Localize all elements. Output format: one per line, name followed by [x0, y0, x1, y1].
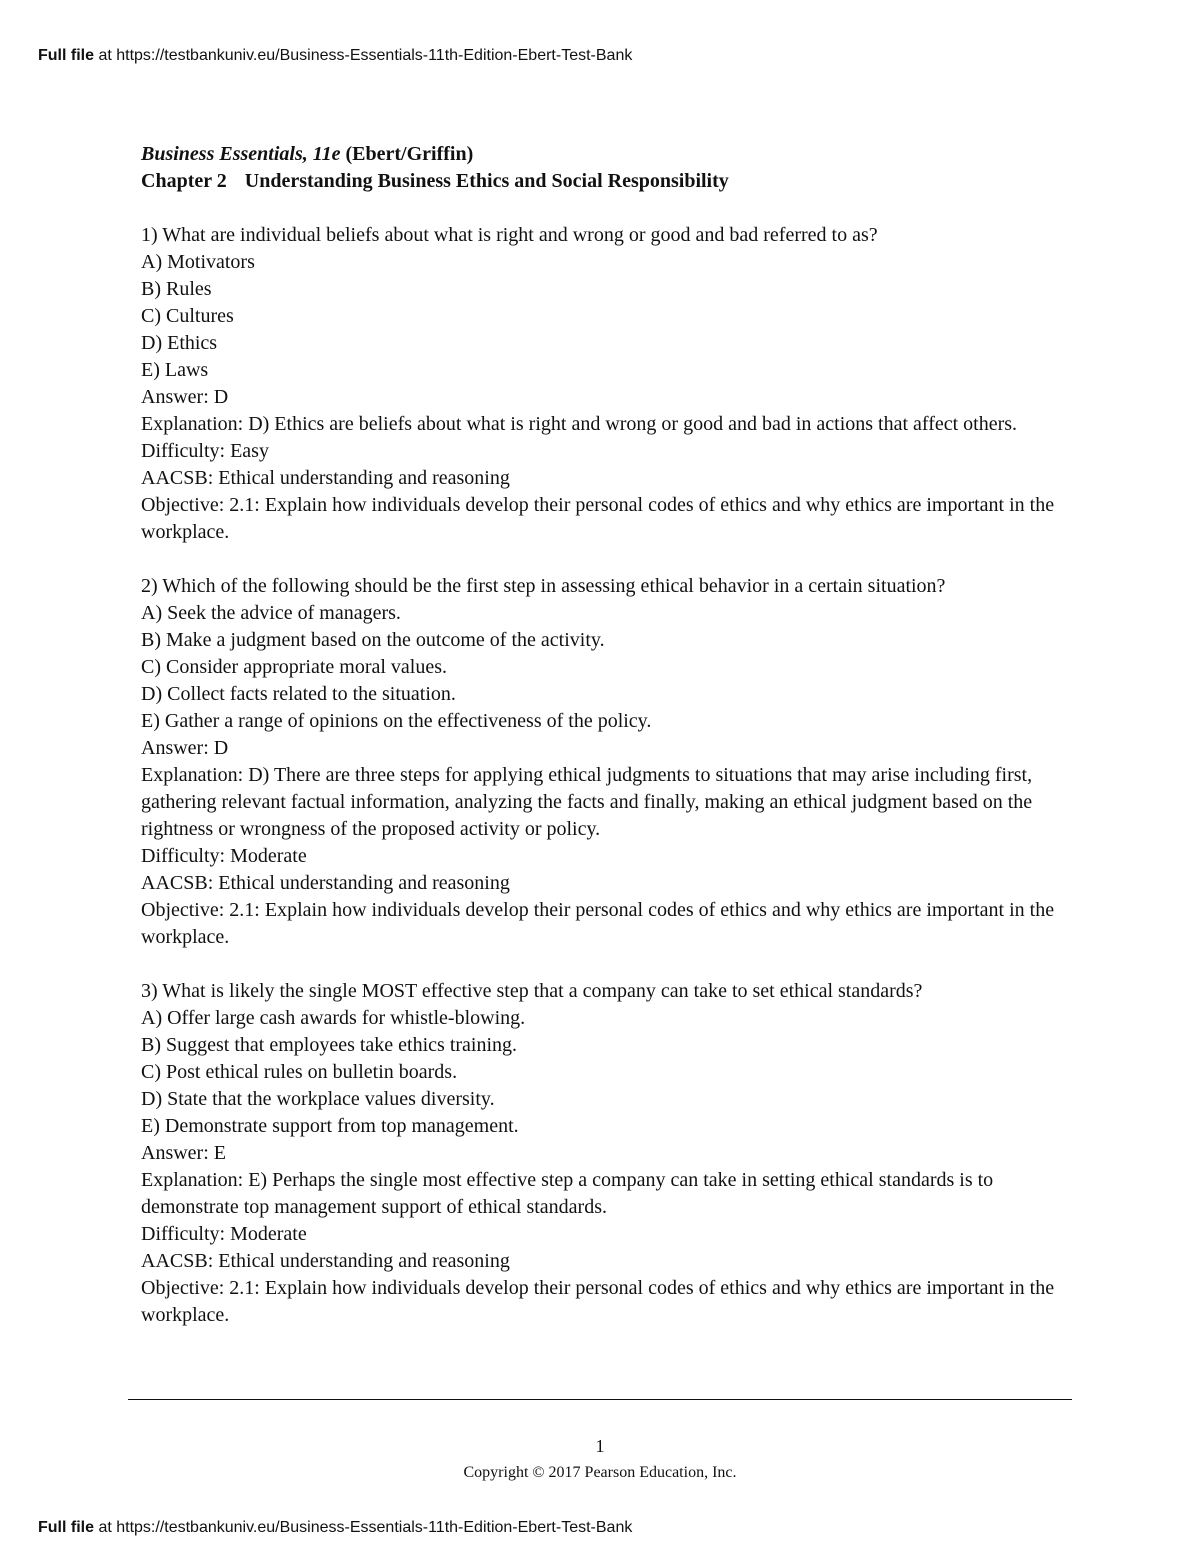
question-stem: 2) Which of the following should be the first step in assessing ethical behavior in a certain situation? — [141, 575, 946, 597]
book-authors: (Ebert/Griffin) — [340, 143, 474, 165]
answer-option: A) Seek the advice of managers. — [141, 602, 401, 624]
answer-key: Answer: D — [141, 386, 229, 408]
answer-option: D) State that the workplace values diversity. — [141, 1088, 495, 1110]
aacsb-tag: AACSB: Ethical understanding and reasoning — [141, 467, 510, 489]
banner-text: at https://testbankuniv.eu/Business-Essentials-11th-Edition-Ebert-Test-Bank — [94, 1519, 633, 1536]
aacsb-tag: AACSB: Ethical understanding and reasoning — [141, 1250, 510, 1272]
explanation: Explanation: D) There are three steps for applying ethical judgments to situations that may arise including first, gathering relevant factual information, analyzing the facts and finally, making an ethical judgment based on the rightness or wrongness of the proposed activity or policy. — [141, 764, 1033, 840]
banner-prefix: Full file — [38, 1519, 94, 1536]
chapter-number: Chapter 2 — [141, 170, 227, 192]
objective: Objective: 2.1: Explain how individuals develop their personal codes of ethics and why ethics are important in the workplace. — [141, 1277, 1055, 1326]
question-stem: 3) What is likely the single MOST effective step that a company can take to set ethical standards? — [141, 980, 923, 1002]
banner-prefix: Full file — [38, 47, 94, 64]
banner-text: at https://testbankuniv.eu/Business-Essentials-11th-Edition-Ebert-Test-Bank — [94, 47, 633, 64]
objective: Objective: 2.1: Explain how individuals develop their personal codes of ethics and why ethics are important in the workplace. — [141, 899, 1055, 948]
answer-option: C) Consider appropriate moral values. — [141, 656, 448, 678]
answer-key: Answer: E — [141, 1142, 226, 1164]
answer-option: B) Make a judgment based on the outcome of the activity. — [141, 629, 605, 651]
explanation: Explanation: E) Perhaps the single most effective step a company can take in setting ethical standards is to demonstrate top management support of ethical standards. — [141, 1169, 994, 1218]
question-stem: 1) What are individual beliefs about what is right and wrong or good and bad referred to as? — [141, 224, 878, 246]
aacsb-tag: AACSB: Ethical understanding and reasoning — [141, 872, 510, 894]
download-banner-bottom — [38, 1518, 632, 1538]
chapter-heading — [141, 168, 1071, 195]
answer-option: C) Cultures — [141, 305, 234, 327]
objective: Objective: 2.1: Explain how individuals develop their personal codes of ethics and why ethics are important in the workplace. — [141, 494, 1055, 543]
difficulty: Difficulty: Easy — [141, 440, 269, 462]
book-title-line — [141, 141, 1071, 168]
answer-option: E) Laws — [141, 359, 209, 381]
chapter-title: Understanding Business Ethics and Social Responsibility — [244, 170, 729, 192]
answer-option: D) Ethics — [141, 332, 218, 354]
answer-option: E) Gather a range of opinions on the effectiveness of the policy. — [141, 710, 652, 732]
book-title: Business Essentials, 11e — [141, 143, 341, 165]
answer-option: E) Demonstrate support from top management. — [141, 1115, 519, 1137]
answer-option: D) Collect facts related to the situation. — [141, 683, 456, 705]
question-block — [141, 978, 1071, 1329]
answer-option: A) Offer large cash awards for whistle-blowing. — [141, 1007, 526, 1029]
difficulty: Difficulty: Moderate — [141, 1223, 307, 1245]
answer-option: B) Suggest that employees take ethics training. — [141, 1034, 518, 1056]
question-block — [141, 222, 1071, 546]
answer-option: A) Motivators — [141, 251, 255, 273]
question-block — [141, 573, 1071, 951]
answer-option: B) Rules — [141, 278, 212, 300]
answer-key: Answer: D — [141, 737, 229, 759]
explanation: Explanation: D) Ethics are beliefs about what is right and wrong or good and bad in actions that affect others. — [141, 413, 1018, 435]
document-body — [141, 141, 1071, 1329]
answer-option: C) Post ethical rules on bulletin boards. — [141, 1061, 458, 1083]
footer-divider — [128, 1399, 1072, 1400]
download-banner-top — [38, 46, 632, 66]
page-number: 1 — [595, 1436, 605, 1456]
difficulty: Difficulty: Moderate — [141, 845, 307, 867]
copyright-notice: Copyright © 2017 Pearson Education, Inc. — [463, 1464, 737, 1481]
